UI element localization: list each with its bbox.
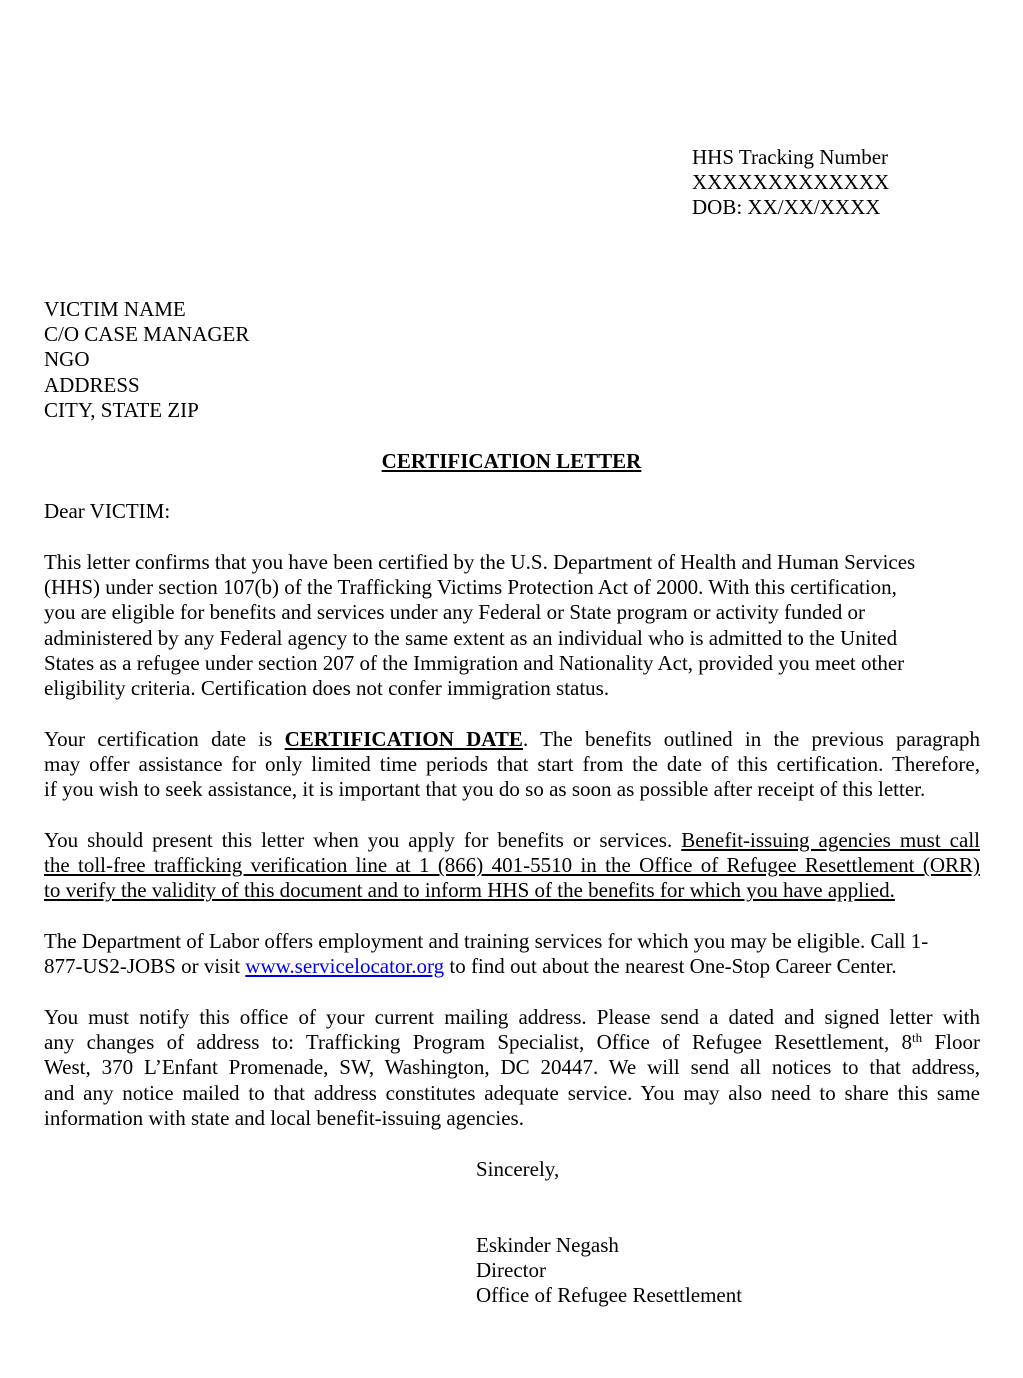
text-run: 877-US2-JOBS or visit xyxy=(44,954,246,979)
paragraph-verification xyxy=(44,828,980,904)
signer-title: Director xyxy=(476,1258,546,1283)
paragraph-line: You must notify this office of your current mailing address. Please send a dated and signed letter with xyxy=(44,1005,980,1029)
paragraph-line: States as a refugee under section 207 of the Immigration and Nationality Act, provided you meet other xyxy=(44,650,905,675)
text-run: . The benefits outlined in the previous paragraph xyxy=(522,727,980,751)
paragraph-certification-date xyxy=(44,727,980,803)
letter-title: CERTIFICATION LETTER xyxy=(381,449,642,473)
date-of-birth: DOB: XX/XX/XXXX xyxy=(692,195,881,220)
text-run: any changes of address to: Trafficking Program Specialist, Office of Refugee Resettlement, 8 xyxy=(44,1030,913,1055)
verification-notice: to verify the validity of this document and to inform HHS of the benefits for which you have applied. xyxy=(44,878,895,903)
paragraph-line xyxy=(44,878,980,903)
paragraph-line: you are eligible for benefits and services under any Federal or State program or activity funded or xyxy=(44,600,866,625)
paragraph-line: if you wish to seek assistance, it is important that you do so as soon as possible after receipt of this letter. xyxy=(44,777,926,802)
paragraph-line: may offer assistance for only limited time periods that start from the date of this certification. Therefore, xyxy=(44,752,980,777)
paragraph-line: administered by any Federal agency to the same extent as an individual who is admitted to the United xyxy=(44,625,898,650)
recipient-street: ADDRESS xyxy=(44,372,140,397)
tracking-number: XXXXXXXXXXXXX xyxy=(692,170,890,195)
paragraph-certification xyxy=(44,550,980,701)
signer-name: Eskinder Negash xyxy=(476,1233,619,1257)
paragraph-department-of-labor xyxy=(44,929,980,979)
paragraph-mailing-address xyxy=(44,1005,980,1131)
paragraph-line xyxy=(44,1030,980,1055)
paragraph-line: The Department of Labor offers employment and training services for which you may be eligible. Call 1- xyxy=(44,929,929,953)
ordinal-suffix: th xyxy=(912,1030,923,1046)
paragraph-line xyxy=(44,727,980,752)
verification-notice: Benefit-issuing agencies must call xyxy=(681,828,980,852)
paragraph-line: and any notice mailed to that address constitutes adequate service. You may also need to share this same xyxy=(44,1080,980,1105)
text-run: Your certification date is xyxy=(44,727,285,751)
signature-block xyxy=(476,1233,742,1309)
paragraph-line: West, 370 L’Enfant Promenade, SW, Washington, DC 20447. We will send all notices to that address, xyxy=(44,1055,980,1080)
paragraph-line: eligibility criteria. Certification does not confer immigration status. xyxy=(44,676,610,701)
paragraph-line xyxy=(44,954,980,979)
recipient-address xyxy=(44,297,249,423)
recipient-city-state-zip: CITY, STATE ZIP xyxy=(44,397,199,422)
recipient-care-of: C/O CASE MANAGER xyxy=(44,322,250,347)
paragraph-line: This letter confirms that you have been certified by the U.S. Department of Health and Human Services xyxy=(44,550,916,574)
text-run: You should present this letter when you apply for benefits or services. xyxy=(44,828,682,852)
verification-notice: the toll-free trafficking verification line at 1 (866) 401-5510 in the Office of Refugee Resettlement (ORR) xyxy=(44,853,980,878)
tracking-label: HHS Tracking Number xyxy=(692,145,889,169)
salutation: Dear VICTIM: xyxy=(44,499,171,523)
tracking-info xyxy=(692,145,889,221)
certification-date: CERTIFICATION DATE xyxy=(284,727,523,751)
paragraph-line: (HHS) under section 107(b) of the Trafficking Victims Protection Act of 2000. With this certification, xyxy=(44,575,897,600)
paragraph-line: information with state and local benefit-issuing agencies. xyxy=(44,1105,524,1130)
text-run: Floor xyxy=(922,1030,980,1055)
recipient-org: NGO xyxy=(44,347,90,372)
signer-office: Office of Refugee Resettlement xyxy=(476,1283,743,1308)
text-run: to find out about the nearest One-Stop Career Center. xyxy=(444,954,897,979)
paragraph-line xyxy=(44,828,980,853)
recipient-name: VICTIM NAME xyxy=(44,297,186,321)
servicelocator-link[interactable]: www.servicelocator.org xyxy=(245,954,445,979)
closing: Sincerely, xyxy=(476,1157,560,1181)
